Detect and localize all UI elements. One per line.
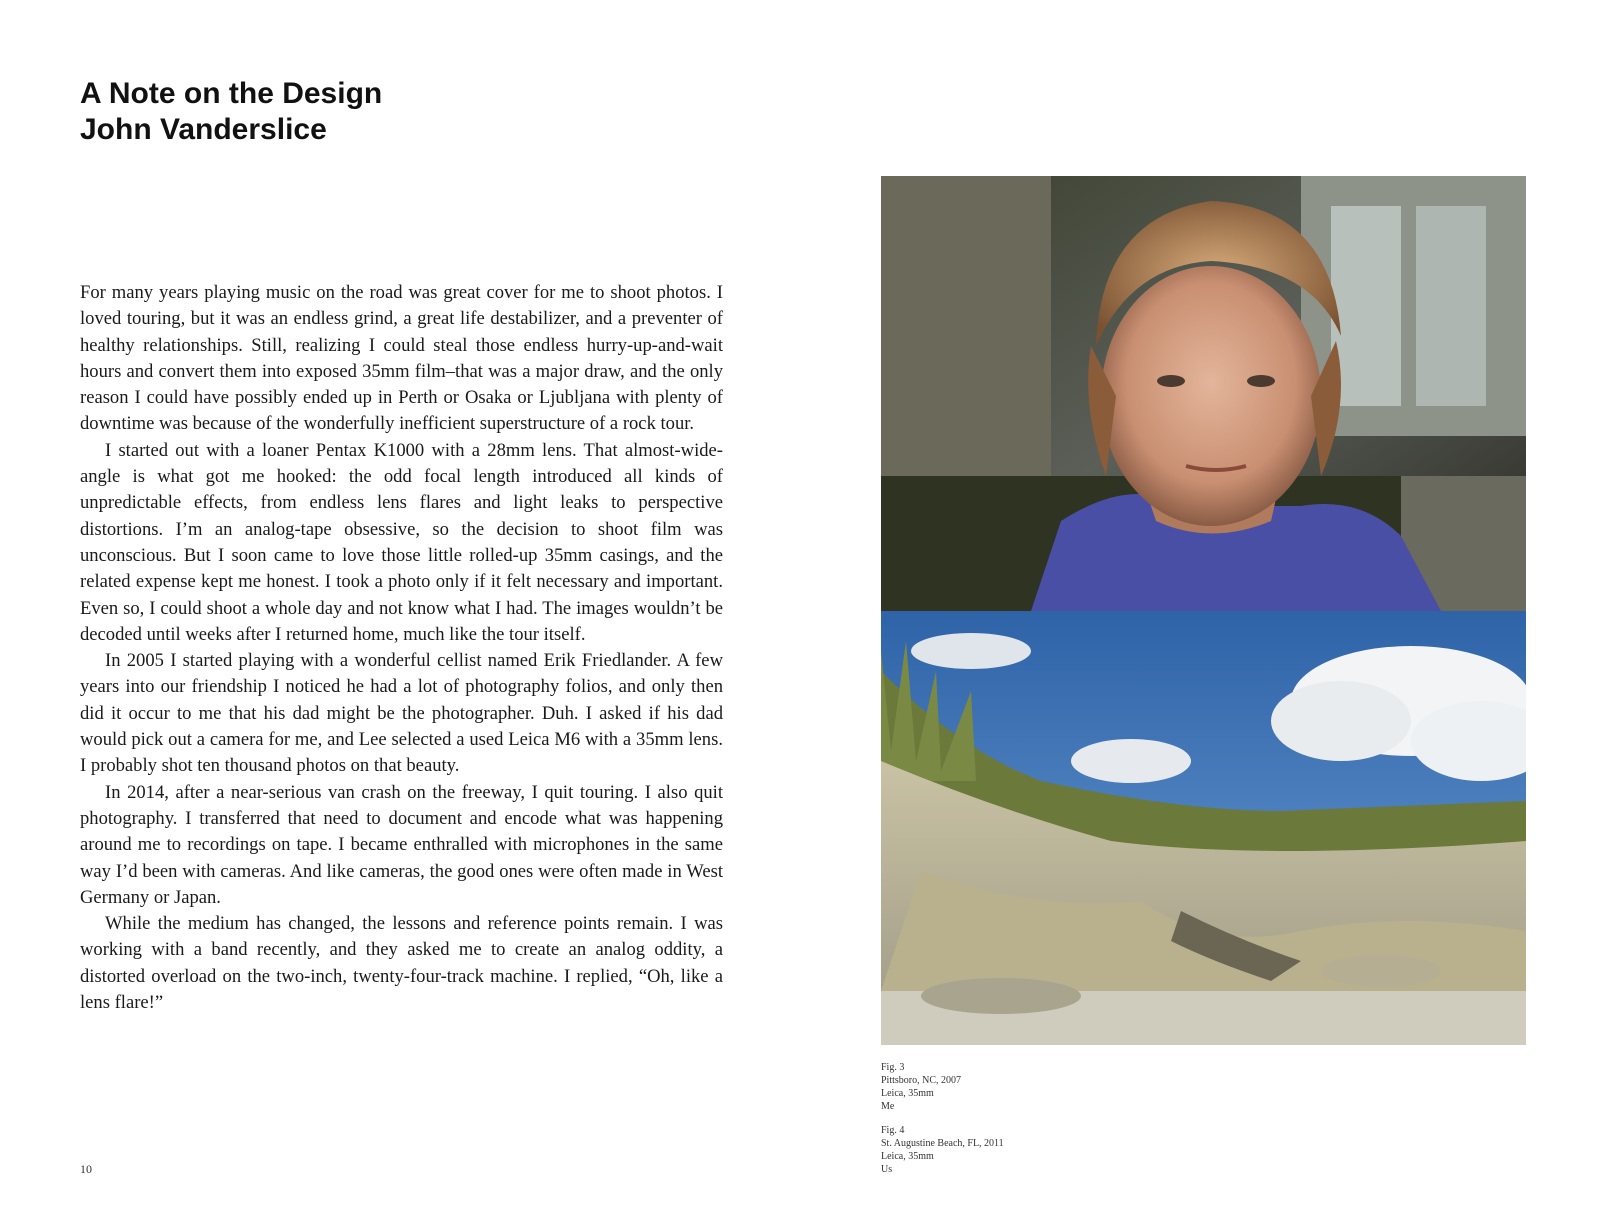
caption-place: St. Augustine Beach, FL, 2011 (881, 1138, 1004, 1149)
body-paragraph: In 2005 I started playing with a wonderful cellist named Erik Friedlander. A few years into our friendship I noticed he had a lot of photography folios, and only then did it occur to me that his dad might be the photographer. Duh. I asked if his dad would pick out a camera for me, and Lee selected a used Leica M6 with a 35mm lens. I probably shot ten thousand photos on that beauty. (80, 650, 723, 777)
caption-fig-4 (881, 1124, 1004, 1176)
photo-beach (881, 611, 1526, 1045)
photo-portrait (881, 176, 1526, 611)
article-heading (80, 76, 382, 148)
caption-fig-3 (881, 1061, 961, 1113)
article-body (80, 280, 723, 1016)
caption-title: Me (881, 1101, 895, 1112)
body-paragraph: For many years playing music on the road was great cover for me to shoot photos. I loved touring, but it was an endless grind, a great life destabilizer, and a preventer of healthy relationships. Still, realizing I could steal those endless hurry-up-and-wait hours and convert them into exposed 35mm film–that was a major draw, and the only reason I could have possibly ended up in Perth or Osaka or Ljubljana with plenty of downtime was because of the wonderfully inefficient superstructure of a rock tour. (80, 282, 723, 435)
body-paragraph: While the medium has changed, the lessons and reference points remain. I was working with a band recently, and they asked me to create an analog oddity, a distorted overload on the two-inch, twenty-four-track machine. I replied, “Oh, like a lens flare!” (80, 913, 723, 1014)
caption-title: Us (881, 1164, 893, 1175)
caption-fig-label: Fig. 4 (881, 1125, 905, 1136)
caption-place: Pittsboro, NC, 2007 (881, 1075, 962, 1086)
page-number: 10 (80, 1162, 92, 1176)
article-author: John Vanderslice (80, 113, 327, 146)
article-title: A Note on the Design (80, 77, 383, 110)
caption-camera: Leica, 35mm (881, 1088, 934, 1099)
caption-camera: Leica, 35mm (881, 1151, 934, 1162)
body-paragraph: In 2014, after a near-serious van crash on the freeway, I quit touring. I also quit photography. I transferred that need to document and encode what was happening around me to recordings on tape. I became enthralled with microphones in the same way I’d been with cameras. And like cameras, the good ones were often made in West Germany or Japan. (80, 781, 723, 908)
caption-fig-label: Fig. 3 (881, 1062, 905, 1073)
body-paragraph: I started out with a loaner Pentax K1000 with a 28mm lens. That almost-wide-angle is what got me hooked: the odd focal length introduced all kinds of unpredictable effects, from endless lens flares and light leaks to perspective distortions. I’m an analog-tape obsessive, so the decision to shoot film was unconscious. But I soon came to love those little rolled-up 35mm casings, and the related expense kept me honest. I took a photo only if it felt necessary and important. Even so, I could shoot a whole day and not know what I had. The images wouldn’t be decoded until weeks after I returned home, much like the tour itself. (80, 439, 723, 645)
